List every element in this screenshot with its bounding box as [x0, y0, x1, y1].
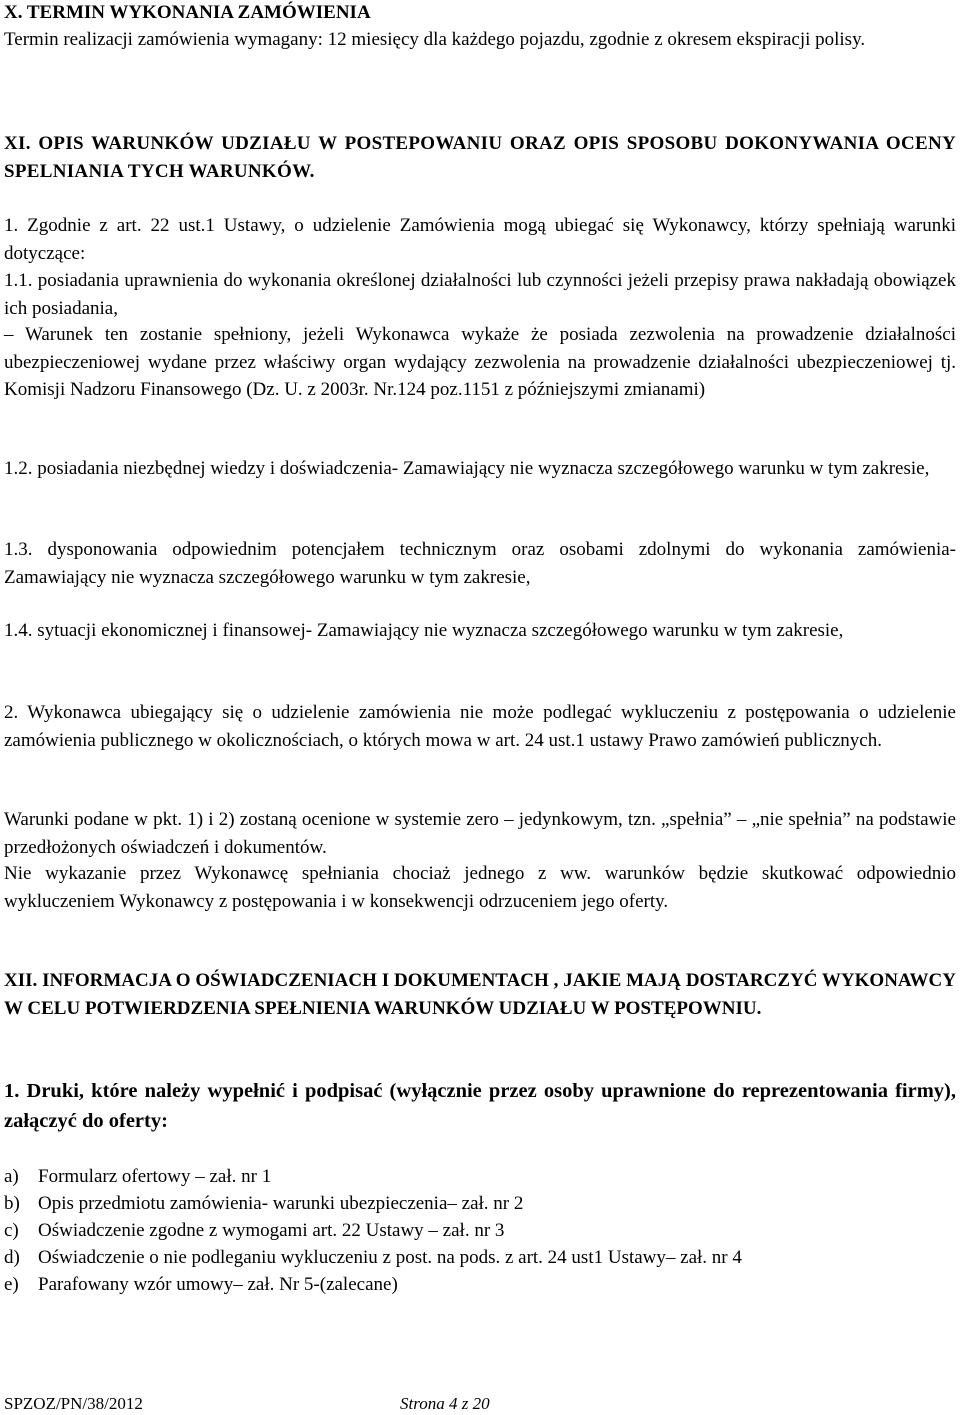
list-item-text: Oświadczenie o nie podleganiu wykluczeniu z post. na pods. z art. 24 ust1 Ustawy– zał. nr 4: [38, 1247, 742, 1268]
list-item-text: Oświadczenie zgodne z wymogami art. 22 Ustawy – zał. nr 3: [38, 1220, 505, 1241]
list-item-label: c): [4, 1220, 19, 1241]
section-xi-evaluation: Warunki podane w pkt. 1) i 2) zostaną ocenione w systemie zero – jedynkowym, tzn. „spełnia” – „nie spełnia” na podstawie przedłożonych oświadczeń i dokumentów.: [4, 809, 956, 858]
list-item-label: e): [4, 1274, 19, 1295]
section-x-heading: X. TERMIN WYKONANIA ZAMÓWIENIA: [4, 2, 371, 23]
section-xi-exclusion: Nie wykazanie przez Wykonawcę spełniania chociaż jednego z ww. warunków będzie skutkować odpowiednio wykluczeniem Wykonawcy z postępowania i w konsekwencji odrzuceniem jego oferty.: [4, 863, 956, 912]
section-xi-heading: XI. OPIS WARUNKÓW UDZIAŁU W POSTEPOWANIU ORAZ OPIS SPOSOBU DOKONYWANIA OCENY SPELNIANIA TYCH WARUNKÓW.: [4, 133, 956, 182]
section-xi-point-1-4: 1.4. sytuacji ekonomicznej i finansowej- Zamawiający nie wyznacza szczegółowego warunku w tym zakresie,: [4, 620, 844, 641]
list-item: [4, 1217, 504, 1244]
footer-doc-id: SPZOZ/PN/38/2012: [4, 1394, 143, 1413]
list-item-label: d): [4, 1247, 20, 1268]
list-item-label: a): [4, 1166, 19, 1187]
section-xi-point-1: 1. Zgodnie z art. 22 ust.1 Ustawy, o udzielenie Zamówienia mogą ubiegać się Wykonawcy, którzy spełniają warunki dotyczące:: [4, 215, 956, 264]
page-footer: [4, 1393, 956, 1415]
section-xi-point-1-2: 1.2. posiadania niezbędnej wiedzy i doświadczenia- Zamawiający nie wyznacza szczegółowego warunku w tym zakresie,: [4, 458, 930, 479]
list-item-text: Formularz ofertowy – zał. nr 1: [38, 1166, 272, 1187]
section-xi-point-1-1: 1.1. posiadania uprawnienia do wykonania określonej działalności lub czynności jeżeli przepisy prawa nakładają obowiązek ich posiadania,: [4, 270, 956, 319]
section-xi-point-2: 2. Wykonawca ubiegający się o udzielenie zamówienia nie może podlegać wykluczeniu z postępowania o udzielenie zamówienia publicznego w okolicznościach, o których mowa w art. 24 ust.1 ustawy Prawo zamówień publicznych.: [4, 702, 956, 751]
section-xii-heading: XII. INFORMACJA O OŚWIADCZENIACH I DOKUMENTACH , JAKIE MAJĄ DOSTARCZYĆ WYKONAWCY W CELU POTWIERDZENIA SPEŁNIENIA WARUNKÓW UDZIAŁU W POSTĘPOWNIU.: [4, 970, 956, 1019]
section-xii-point-1: 1. Druki, które należy wypełnić i podpisać (wyłącznie przez osoby uprawnione do reprezentowania firmy), załączyć do oferty:: [4, 1080, 956, 1132]
list-item: [4, 1244, 742, 1271]
section-xi-point-1-1-condition: – Warunek ten zostanie spełniony, jeżeli Wykonawca wykaże że posiada zezwolenia na prowadzenie działalności ubezpieczeniowej wydane przez właściwy organ wydający zezwolenia na prowadzenie działalności ubezpieczeniowej tj. Komisji Nadzoru Finansowego (Dz. U. z 2003r. Nr.124 poz.1151 z późniejszymi zmianami): [4, 324, 956, 400]
section-xi-point-1-3: 1.3. dysponowania odpowiednim potencjałem technicznym oraz osobami zdolnymi do wykonania zamówienia- Zamawiający nie wyznacza szczegółowego warunku w tym zakresie,: [4, 539, 956, 588]
list-item-text: Parafowany wzór umowy– zał. Nr 5-(zalecane): [38, 1274, 398, 1295]
footer-page-number: Strona 4 z 20: [400, 1394, 490, 1413]
list-item-label: b): [4, 1193, 20, 1214]
list-item: [4, 1190, 523, 1217]
list-item-text: Opis przedmiotu zamówienia- warunki ubezpieczenia– zał. nr 2: [38, 1193, 524, 1214]
list-item: [4, 1163, 271, 1190]
section-x-text: Termin realizacji zamówienia wymagany: 12 miesięcy dla każdego pojazdu, zgodnie z okresem ekspiracji polisy.: [4, 29, 866, 50]
list-item: [4, 1271, 398, 1298]
